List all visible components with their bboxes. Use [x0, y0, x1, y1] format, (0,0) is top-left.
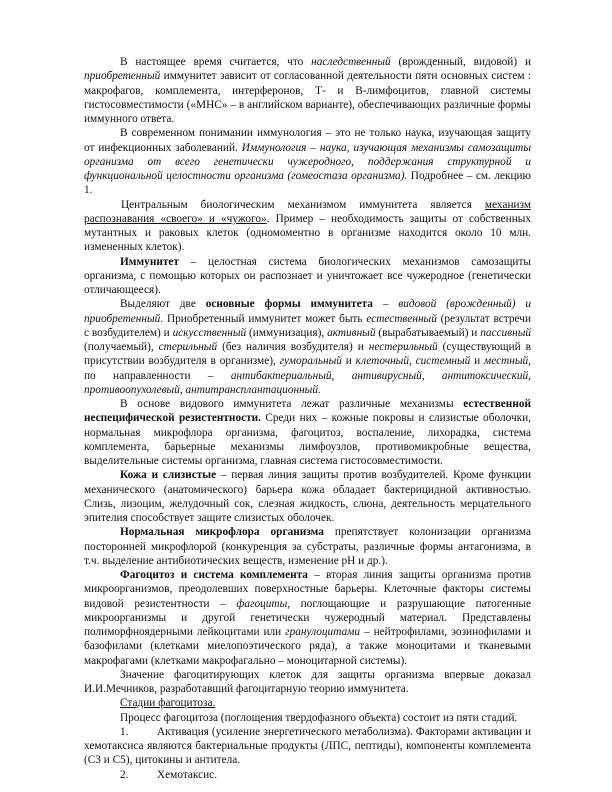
- paragraph-stages-intro: Процесс фагоцитоза (поглощения твердофазного объекта) состоит из пяти стадий.: [120, 711, 518, 724]
- list-item-number: 2.: [120, 768, 129, 781]
- paragraph-immunity-forms: Выделяют две основные формы иммунитета – видовой (врожденный) и приобретенный. Приобретенный иммунитет может быть естественный (результат встречи с возбудителем) и искусственный (иммунизация), активный (вырабатываемый) и пассивный (получаемый), стерильный (без наличия возбудителя) и нестерильный (существующий в присутствии возбудителя в организме), гуморальный и клеточный, системный и местный, по направленности – антибактериальный, антивирусный, антитоксический, противоопухолевый, антитрансплантационный.: [84, 298, 532, 396]
- paragraph-mechnikov: Значение фагоцитирующих клеток для защиты организма впервые доказал И.И.Мечников, разработавший фагоцитарную теорию иммунитета.: [84, 668, 531, 695]
- paragraph-immunology-definition: В современном понимании иммунология – это не только наука, изучающая защиту от инфекционных заболеваний. Иммунология – наука, изучающая механизмы самозащиты организма от всего генетически чужеродного, поддержания структурной и функциональной целостности организма (гомеостаза организма). Подробнее – см. лекцию 1.: [84, 127, 531, 197]
- paragraph-skin-mucosa: Кожа и слизистые – первая линия защиты против возбудителей. Кроме функции механического (анатомического) барьера кожа обладает бактерицидной активностью. Слизь, лизоцим, желудочный сок, слезная жидкость, слюна, деятельность мерцательного эпителия способствует защите слизистых оболочек.: [84, 469, 531, 524]
- paragraph-self-recognition: Центральным биологическим механизмом иммунитета является механизм распознавания «своего» и «чужого». Пример – необходимость защиты от собственных мутантных и раковых клеток (одномоментно в организме находится около 10 млн. измененных клеток).: [84, 198, 531, 254]
- list-item-number: 1.: [120, 725, 129, 738]
- document-page: [84, 55, 531, 782]
- section-heading-phagocytosis-stages: Стадии фагоцитоза.: [120, 697, 216, 710]
- paragraph-phagocytosis-complement: Фагоцитоз и система комплемента – вторая линия защиты организма против микроорганизмов, преодолевших поверхностные барьеры. Клеточные факторы системы видовой резистентности – фагоциты, поглощающие и разрушающие патогенные микроорганизмы и другой генетически чужеродный материал. Представлены полиморфноядерными лейкоцитами или гранулоцитами – нейтрофилами, эозинофилами и базофилами (клетками миелопоэтического ряда), а также моноцитами и тканевыми макрофагами (клетками макрофагально – моноцитарной системы).: [84, 569, 532, 667]
- paragraph-immunity-definition: Иммунитет – целостная система биологических механизмов самозащиты организма, с помощью которых он распознает и уничтожает все чужеродное (генетически отличающееся).: [84, 255, 531, 296]
- paragraph-innate-acquired: В настоящее время считается, что наследственный (врожденный, видовой) и приобретенный иммунитет зависит от согласованной деятельности пяти основных систем : макрофагов, комплемента, интерферонов, Т- и В-лимфоцитов, главной системы гистосовместимости («МНС» – в английском варианте), обеспечивающих различные формы иммунного ответа.: [84, 56, 531, 125]
- paragraph-normal-microflora: Нормальная микрофлора организма препятствует колонизации организма посторонней микрофлорой (конкуренция за субстраты, различные формы антагонизма, в т.ч. выделение антибиотических веществ, изменение pH и др.).: [84, 526, 531, 567]
- list-item-chemotaxis: 2. Хемотаксис.: [120, 768, 218, 781]
- paragraph-nonspecific-resistance: В основе видового иммунитета лежат различные механизмы естественной неспецифической резистентности. Среди них – кожные покровы и слизистые оболочки, нормальная микрофлора организма, фагоцитоз, воспаление, лихорадка, система комплемента, барьерные механизмы лимфоузлов, противомикробные вещества, выделительные системы организма, главная система гистосовместимости.: [84, 398, 531, 467]
- list-item-activation: 1. Активация (усиление энергетического метаболизма). Факторами активации и хемотаксиса являются бактериальные продукты (ЛПС, пептиды), компоненты комплемента (С3 и С5), цитокины и антитела.: [84, 725, 531, 767]
